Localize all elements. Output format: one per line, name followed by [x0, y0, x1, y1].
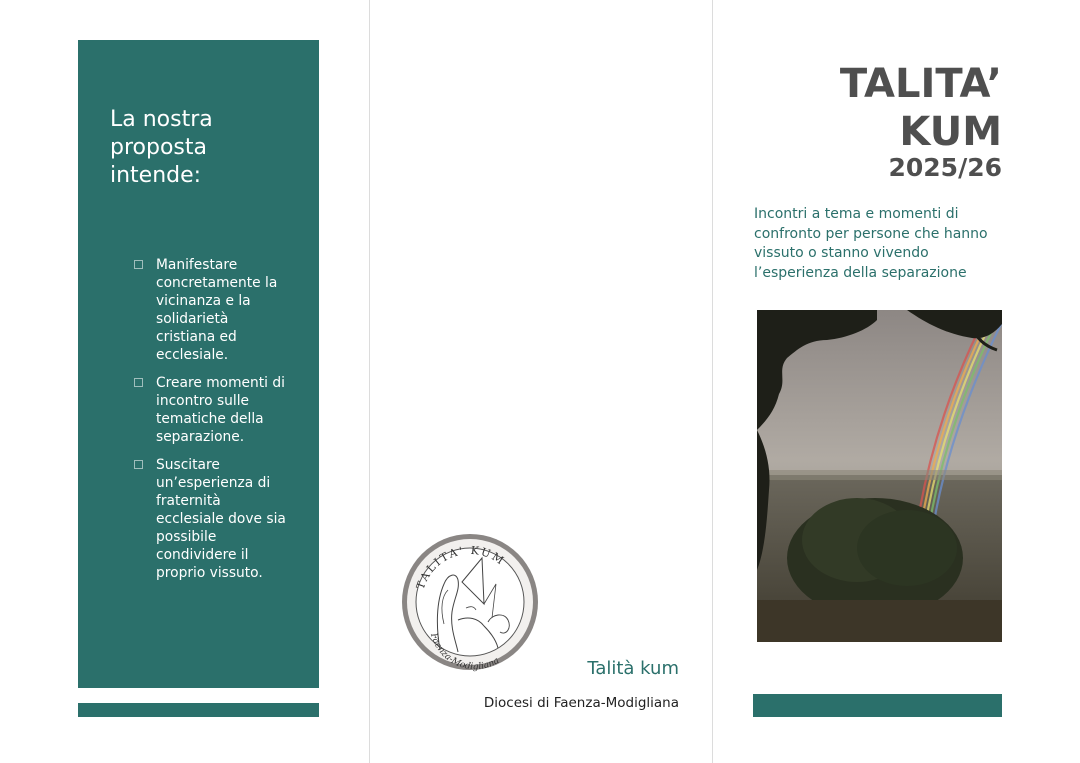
bullet-line: solidarietà — [156, 311, 229, 327]
diocese-name: Diocesi di Faenza-Modigliana — [483, 695, 679, 711]
proposal-bullet-list — [132, 256, 312, 592]
checkbox-bullet-icon — [134, 260, 143, 269]
heading-line: intende: — [110, 163, 202, 188]
heading-line: proposta — [110, 135, 207, 160]
bullet-line: cristiana ed — [156, 329, 237, 345]
description-line: vissuto o stanno vivendo — [754, 245, 929, 261]
description-line: confronto per persone che hanno — [754, 225, 988, 242]
description-line: l’esperienza della separazione — [754, 264, 967, 281]
bullet-line: ecclesiale. — [156, 347, 229, 363]
bullet-line: vicinanza e la — [156, 293, 251, 309]
bullet-line: separazione. — [156, 429, 245, 445]
checkbox-bullet-icon — [134, 460, 143, 469]
title-line: TALITA’ — [839, 61, 1002, 107]
bullet-line: Suscitare — [156, 457, 220, 473]
description-line: Incontri a tema e momenti di — [754, 206, 959, 222]
bullet-line: Manifestare — [156, 257, 238, 273]
logo-bottom-text: Faenza-Modigliana — [428, 632, 502, 672]
right-accent-strip — [753, 694, 1002, 717]
bullet-item — [132, 456, 312, 582]
bullet-item — [132, 256, 312, 364]
cover-title — [760, 60, 1002, 156]
brochure-name: Talità kum — [587, 658, 679, 679]
checkbox-bullet-icon — [134, 378, 143, 387]
bullet-line: ecclesiale dove sia — [156, 511, 286, 527]
rainbow-landscape-photo — [757, 310, 1002, 642]
bullet-line: condividere il — [156, 547, 249, 563]
bullet-line: incontro sulle — [156, 393, 250, 409]
bullet-line: proprio vissuto. — [156, 565, 263, 581]
bullet-line: concretamente la — [156, 275, 278, 291]
logo-top-text: TALITA' KUM — [413, 543, 508, 592]
cover-year: 2025/26 — [888, 153, 1002, 182]
bullet-item — [132, 374, 312, 446]
bullet-line: Creare momenti di — [156, 375, 285, 391]
bullet-line: tematiche della — [156, 411, 264, 427]
bullet-line: fraternità — [156, 493, 221, 509]
title-line: KUM — [899, 109, 1002, 155]
heading-line: La nostra — [110, 107, 213, 132]
left-accent-strip — [78, 703, 319, 717]
fold-line-left — [369, 0, 370, 763]
bullet-line: possibile — [156, 529, 217, 545]
talita-kum-logo — [400, 532, 540, 672]
proposal-heading — [110, 106, 290, 190]
proposal-panel — [78, 40, 319, 688]
cover-description — [754, 205, 1002, 283]
fold-line-right — [712, 0, 713, 763]
bullet-line: un’esperienza di — [156, 475, 271, 491]
